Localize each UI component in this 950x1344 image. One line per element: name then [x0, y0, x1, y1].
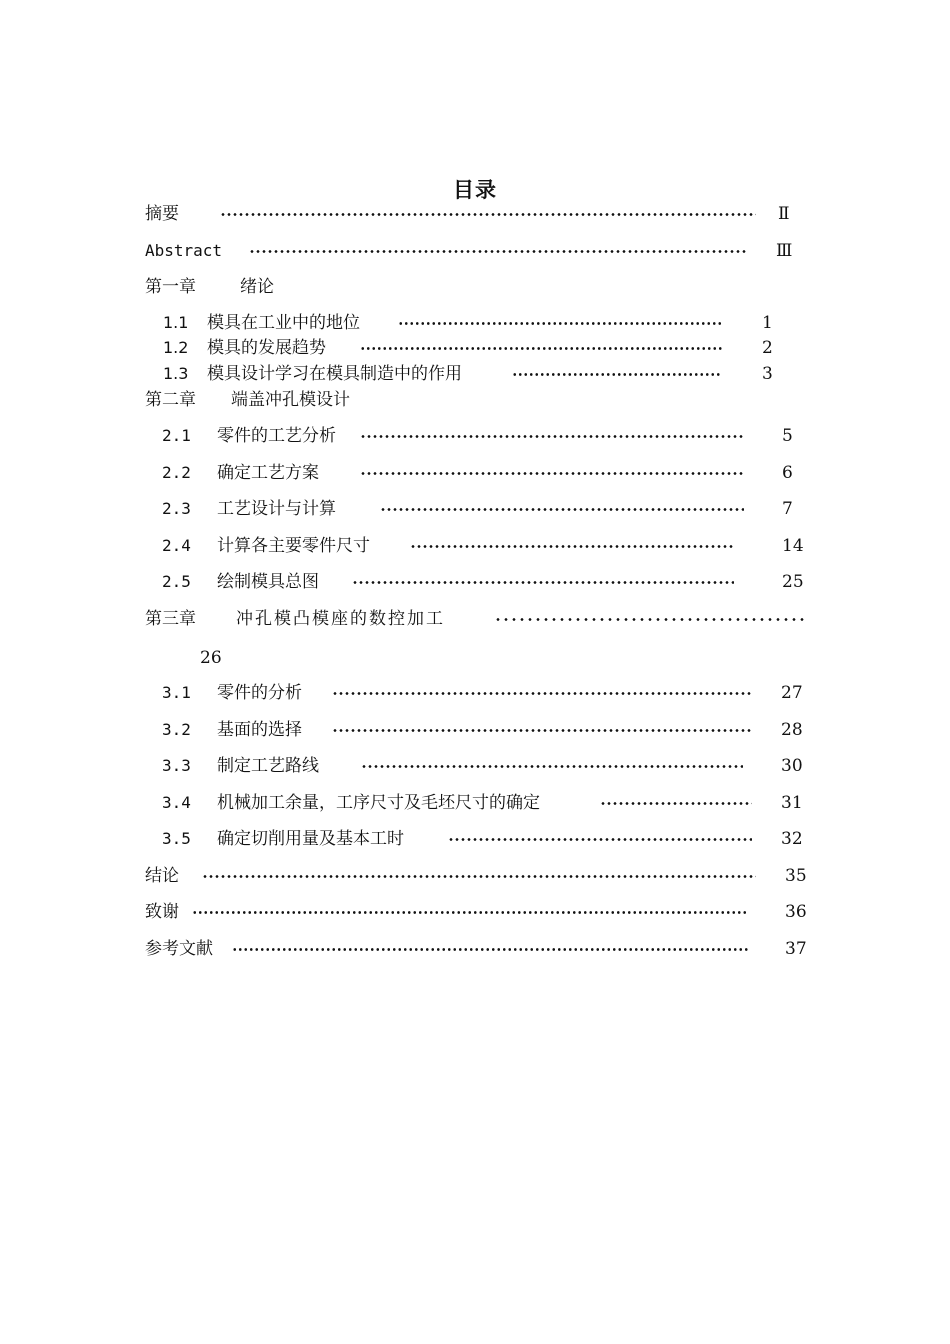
toc-leader-dots — [352, 578, 734, 586]
toc-leader-dots — [202, 872, 756, 880]
toc-entry-label: 工艺设计与计算 — [217, 499, 336, 519]
toc-entry-2-4[interactable] — [0, 534, 950, 558]
toc-entry-label: 零件的分析 — [217, 683, 302, 703]
toc-section-number: 3.1 — [162, 683, 191, 702]
toc-entry-page: 14 — [782, 536, 804, 556]
toc-entry-acknowledgements[interactable] — [0, 900, 950, 924]
toc-entry-2-3[interactable] — [0, 497, 950, 521]
toc-section-number: 2.2 — [162, 463, 191, 482]
toc-title: 目录 — [453, 178, 497, 202]
toc-leader-dots — [600, 799, 752, 807]
toc-entry-label: 模具设计学习在模具制造中的作用 — [207, 364, 462, 384]
toc-entry-3-3[interactable] — [0, 754, 950, 778]
toc-entry-page: 2 — [762, 338, 773, 358]
toc-entry-label: 摘要 — [145, 204, 179, 224]
toc-entry-1-2[interactable] — [0, 336, 950, 360]
toc-leader-dots — [380, 505, 744, 513]
toc-entry-label: 绘制模具总图 — [217, 572, 319, 592]
toc-leader-dots — [512, 370, 722, 378]
toc-leader-dots — [398, 319, 722, 327]
toc-section-number: 1.2 — [163, 338, 189, 357]
toc-leader-dots — [332, 689, 752, 697]
toc-entry-label: 致谢 — [145, 902, 179, 922]
toc-section-number: 2.3 — [162, 499, 191, 518]
toc-entry-page: Ⅲ — [776, 241, 793, 261]
toc-chapter-number: 第三章 — [145, 609, 196, 629]
toc-leader-dots — [332, 726, 752, 734]
toc-entry-label: 计算各主要零件尺寸 — [217, 536, 370, 556]
toc-entry-3-2[interactable] — [0, 718, 950, 742]
toc-leader-dots — [360, 469, 744, 477]
toc-entry-2-5[interactable] — [0, 570, 950, 594]
toc-chapter-3[interactable] — [0, 607, 950, 631]
toc-leader-dots — [249, 247, 746, 255]
toc-entry-label: 结论 — [145, 866, 179, 886]
toc-entry-page: 26 — [200, 648, 222, 668]
toc-leader-dots — [410, 542, 734, 550]
toc-entry-2-2[interactable] — [0, 461, 950, 485]
toc-section-number: 2.4 — [162, 536, 191, 555]
toc-entry-3-1[interactable] — [0, 681, 950, 705]
toc-entry-label: 模具在工业中的地位 — [207, 313, 360, 333]
toc-leader-dots — [232, 945, 748, 953]
toc-entry-label: 基面的选择 — [217, 720, 302, 740]
toc-section-number: 1.1 — [163, 313, 189, 332]
toc-chapter-title: 绪论 — [240, 277, 274, 297]
toc-leader-dots — [448, 835, 752, 843]
toc-entry-page: 7 — [782, 499, 793, 519]
toc-entry-abstract-cn[interactable] — [0, 202, 950, 226]
toc-entry-1-1[interactable] — [0, 311, 950, 335]
toc-entry-label: 确定工艺方案 — [217, 463, 319, 483]
toc-leader-dots — [361, 762, 743, 770]
toc-entry-page: 3 — [762, 364, 773, 384]
toc-entry-references[interactable] — [0, 937, 950, 961]
toc-entry-page: 27 — [781, 683, 803, 703]
toc-entry-label: 零件的工艺分析 — [217, 426, 336, 446]
toc-entry-2-1[interactable] — [0, 424, 950, 448]
toc-entry-page: 1 — [762, 313, 773, 333]
toc-section-number: 3.2 — [162, 720, 191, 739]
toc-chapter-1[interactable] — [0, 275, 950, 299]
toc-section-number: 2.5 — [162, 572, 191, 591]
toc-entry-label: 制定工艺路线 — [217, 756, 319, 776]
toc-entry-page: 30 — [781, 756, 803, 776]
toc-entry-page: 6 — [782, 463, 793, 483]
toc-section-number: 3.3 — [162, 756, 191, 775]
toc-entry-label: 确定切削用量及基本工时 — [217, 829, 404, 849]
toc-chapter-title: 端盖冲孔模设计 — [231, 390, 350, 410]
toc-entry-label: Abstract — [145, 241, 223, 260]
toc-entry-conclusion[interactable] — [0, 864, 950, 888]
toc-chapter-3-page-line — [0, 646, 950, 670]
toc-chapter-2[interactable] — [0, 388, 950, 412]
toc-leader-dots — [360, 344, 722, 352]
toc-section-number: 3.4 — [162, 793, 191, 812]
toc-entry-3-5[interactable] — [0, 827, 950, 851]
toc-entry-page: 25 — [782, 572, 804, 592]
toc-entry-page: 35 — [785, 866, 807, 886]
toc-entry-page: 31 — [781, 793, 803, 813]
toc-chapter-title: 冲孔模凸模座的数控加工 — [236, 609, 445, 629]
toc-leader-dots — [220, 210, 756, 218]
toc-section-number: 2.1 — [162, 426, 191, 445]
toc-entry-page: 5 — [782, 426, 793, 446]
toc-entry-abstract-en[interactable] — [0, 239, 950, 263]
toc-chapter-number: 第二章 — [145, 390, 196, 410]
toc-entry-3-4[interactable] — [0, 791, 950, 815]
toc-entry-page: 32 — [781, 829, 803, 849]
toc-entry-label: 模具的发展趋势 — [207, 338, 326, 358]
toc-section-number: 3.5 — [162, 829, 191, 848]
toc-entry-label: 机械加工余量，工序尺寸及毛坯尺寸的确定 — [217, 793, 540, 813]
toc-entry-page: 28 — [781, 720, 803, 740]
toc-leader-dots — [192, 908, 748, 916]
toc-leader-dots — [360, 432, 744, 440]
toc-entry-page: Ⅱ — [778, 204, 790, 224]
toc-section-number: 1.3 — [163, 364, 189, 383]
toc-entry-page: 36 — [785, 902, 807, 922]
toc-chapter-number: 第一章 — [145, 277, 196, 297]
toc-entry-page: 37 — [785, 939, 807, 959]
toc-entry-label: 参考文献 — [145, 939, 213, 959]
toc-leader-dots — [494, 615, 806, 623]
toc-entry-1-3[interactable] — [0, 362, 950, 386]
